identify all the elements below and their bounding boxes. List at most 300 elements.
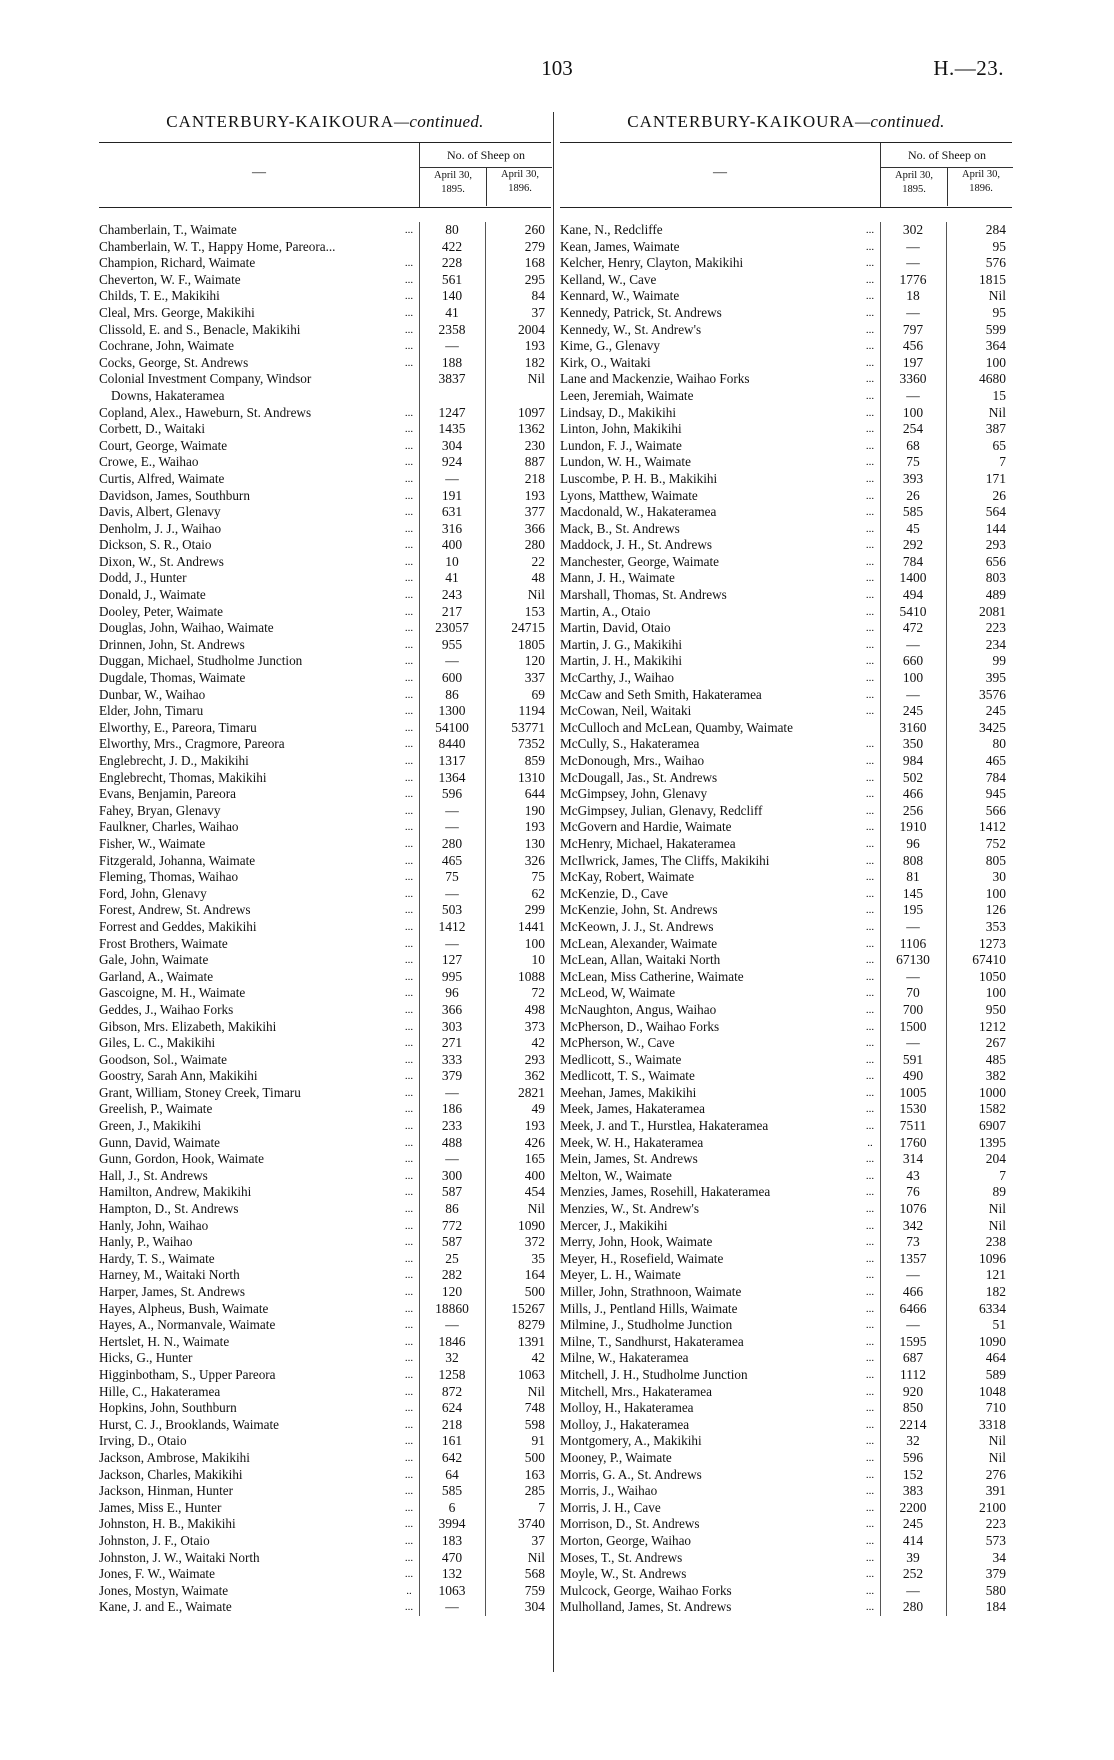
owner-name: McKenzie, D., Cave bbox=[560, 885, 669, 901]
sheep-1896: 182 bbox=[985, 1284, 1006, 1299]
table-row bbox=[560, 1218, 1012, 1235]
sheep-1896: 568 bbox=[524, 1566, 545, 1582]
owner-name: Menzies, James, Rosehill, Hakateramea bbox=[560, 1184, 771, 1200]
owner-name: Jackson, Charles, Makikihi bbox=[99, 1466, 243, 1482]
sheep-1896: 15 bbox=[992, 387, 1006, 403]
table-row bbox=[560, 471, 1012, 488]
leader-dots: ... bbox=[404, 1568, 414, 1581]
sheep-1895: 43 bbox=[906, 1167, 920, 1183]
sheep-1896: 362 bbox=[524, 1068, 545, 1084]
sheep-1895: 1776 bbox=[899, 271, 927, 287]
owner-name: Donald, J., Waimate bbox=[99, 587, 206, 603]
leader-dots: ... bbox=[404, 755, 414, 767]
leader-dots: ... bbox=[865, 1551, 875, 1564]
sheep-1895: — bbox=[906, 255, 920, 271]
sheep-1896: Nil bbox=[527, 1549, 545, 1565]
owner-name: Milne, T., Sandhurst, Hakateramea bbox=[560, 1333, 744, 1349]
leader-dots: ... bbox=[865, 622, 875, 635]
sheep-1895: 585 bbox=[441, 1483, 463, 1499]
sheep-1895: 797 bbox=[902, 321, 924, 337]
sheep-1896: 395 bbox=[985, 670, 1006, 686]
table-row bbox=[99, 1151, 551, 1168]
sheep-1895: 197 bbox=[902, 354, 924, 370]
sheep-1896: Nil bbox=[988, 1433, 1006, 1449]
table-row bbox=[560, 1516, 1012, 1533]
sheep-1896: 285 bbox=[524, 1483, 545, 1499]
sheep-1896: 485 bbox=[985, 1051, 1006, 1067]
leader-dots: ... bbox=[404, 1418, 414, 1431]
sheep-1895: 414 bbox=[902, 1532, 924, 1548]
owner-name: Johnston, J. F., Otaio bbox=[99, 1532, 210, 1548]
sheep-1895: 186 bbox=[441, 1101, 463, 1117]
owner-name: McCully, S., Hakateramea bbox=[560, 736, 700, 752]
left-title-suffix: —continued. bbox=[394, 112, 484, 131]
sheep-1896: 500 bbox=[524, 1284, 545, 1299]
owner-name: Dickson, S. R., Otaio bbox=[99, 537, 212, 553]
sheep-1895: 10 bbox=[445, 553, 459, 569]
leader-dots: ... bbox=[865, 1236, 875, 1249]
table-row bbox=[99, 504, 551, 521]
sheep-1896: 15267 bbox=[511, 1300, 545, 1316]
sheep-1896: 464 bbox=[985, 1350, 1006, 1366]
leader-dots: ... bbox=[865, 738, 875, 751]
sheep-1896: 3425 bbox=[979, 719, 1006, 735]
table-row bbox=[99, 537, 551, 554]
owner-name: Copland, Alex., Haweburn, St. Andrews bbox=[99, 404, 312, 420]
sheep-1896: 7 bbox=[999, 454, 1006, 470]
owner-name: Jackson, Ambrose, Makikihi bbox=[99, 1449, 250, 1465]
table-row bbox=[560, 687, 1012, 704]
table-row bbox=[560, 836, 1012, 853]
sheep-1895: 1076 bbox=[899, 1201, 927, 1217]
sheep-1896: 1391 bbox=[518, 1333, 545, 1349]
sheep-1896: Nil bbox=[527, 1383, 545, 1399]
owner-name: Kelland, W., Cave bbox=[560, 271, 657, 287]
sheep-1895: 304 bbox=[441, 437, 463, 453]
sheep-1896: 53771 bbox=[511, 719, 545, 735]
owner-name: Duggan, Michael, Studholme Junction bbox=[99, 653, 303, 669]
sheep-1895: 366 bbox=[441, 1001, 463, 1017]
table-row bbox=[99, 1251, 551, 1268]
table-row bbox=[99, 454, 551, 471]
sheep-1896: 193 bbox=[524, 819, 545, 835]
owner-name: Drinnen, John, St. Andrews bbox=[99, 636, 245, 652]
name-column-header: — bbox=[252, 165, 266, 180]
sheep-1896: 295 bbox=[524, 271, 545, 287]
table-row bbox=[99, 770, 551, 787]
name-column-header: — bbox=[713, 165, 727, 180]
sheep-1895: 1500 bbox=[899, 1018, 927, 1034]
owner-name: Court, George, Waimate bbox=[99, 437, 228, 453]
leader-dots: ... bbox=[865, 920, 875, 933]
table-row bbox=[560, 952, 1012, 969]
sheep-1896: Nil bbox=[527, 1201, 545, 1217]
leader-dots: ... bbox=[865, 389, 875, 402]
leader-dots: ... bbox=[865, 1120, 875, 1133]
leader-dots: ... bbox=[865, 1352, 875, 1365]
right-table-header bbox=[560, 142, 1012, 208]
sheep-1895: 80 bbox=[445, 222, 459, 237]
sheep-1895: 502 bbox=[902, 769, 924, 785]
sheep-1896: 382 bbox=[985, 1068, 1006, 1084]
sheep-1895: 256 bbox=[902, 802, 924, 818]
sheep-1896: 1194 bbox=[518, 703, 545, 719]
table-row bbox=[560, 1002, 1012, 1019]
sheep-1895: 1412 bbox=[438, 918, 466, 934]
table-row bbox=[99, 1599, 551, 1616]
leader-dots: ... bbox=[404, 1136, 414, 1149]
table-row bbox=[99, 570, 551, 587]
table-row bbox=[560, 1068, 1012, 1085]
table-row bbox=[99, 653, 551, 670]
table-row bbox=[560, 305, 1012, 322]
owner-name: Kane, N., Redcliffe bbox=[560, 222, 663, 237]
sheep-1895: 45 bbox=[906, 520, 920, 536]
leader-dots: ... bbox=[404, 1352, 414, 1365]
sheep-1895: 1530 bbox=[899, 1101, 927, 1117]
sheep-1896: 7352 bbox=[518, 736, 545, 752]
owner-name: Merry, John, Hook, Waimate bbox=[560, 1234, 713, 1250]
sheep-1896: 1362 bbox=[518, 421, 545, 437]
owner-name: Jones, Mostyn, Waimate bbox=[99, 1582, 229, 1598]
leader-dots: ... bbox=[865, 655, 875, 668]
leader-dots: ... bbox=[865, 788, 875, 801]
sheep-1896: 1088 bbox=[518, 968, 545, 984]
leader-dots: ... bbox=[865, 871, 875, 884]
table-row bbox=[560, 1599, 1012, 1616]
sheep-1895: 642 bbox=[441, 1449, 463, 1465]
sheep-1896: 144 bbox=[985, 520, 1006, 536]
leader-dots: ... bbox=[404, 1252, 414, 1265]
owner-name: Kane, J. and E., Waimate bbox=[99, 1599, 232, 1615]
table-row bbox=[560, 720, 1012, 737]
leader-dots: ... bbox=[865, 257, 875, 270]
sheep-1895: 1760 bbox=[899, 1134, 927, 1150]
sheep-1896: 566 bbox=[985, 802, 1006, 818]
sheep-1895: 2214 bbox=[899, 1416, 927, 1432]
table-row bbox=[560, 869, 1012, 886]
sheep-1895: 700 bbox=[902, 1001, 924, 1017]
owner-name: McPherson, D., Waihao Forks bbox=[560, 1018, 720, 1034]
table-row bbox=[99, 703, 551, 720]
table-row bbox=[99, 736, 551, 753]
leader-dots: ... bbox=[865, 1003, 875, 1016]
sheep-1896: 498 bbox=[524, 1001, 545, 1017]
sheep-1896: Nil bbox=[527, 587, 545, 603]
table-row bbox=[560, 703, 1012, 720]
owner-name: Colonial Investment Company, Windsor bbox=[99, 371, 312, 387]
leader-dots: ... bbox=[865, 240, 875, 253]
leader-dots: ... bbox=[865, 1435, 875, 1448]
sheep-group-title: No. of Sheep on bbox=[881, 143, 1013, 168]
table-row bbox=[99, 1118, 551, 1135]
owner-name: McCowan, Neil, Waitaki bbox=[560, 703, 692, 719]
owner-name: Clissold, E. and S., Benacle, Makikihi bbox=[99, 321, 301, 337]
sheep-1895: 2358 bbox=[438, 321, 466, 337]
sheep-1896: 945 bbox=[985, 786, 1006, 802]
leader-dots: ... bbox=[865, 821, 875, 834]
sheep-1895: 1063 bbox=[438, 1582, 466, 1598]
sheep-1896: 598 bbox=[524, 1416, 545, 1432]
owner-name: Corbett, D., Waitaki bbox=[99, 421, 206, 437]
sheep-1895: — bbox=[445, 1151, 459, 1167]
sheep-1895: — bbox=[445, 470, 459, 486]
sheep-1896: 37 bbox=[531, 1532, 545, 1548]
leader-dots: ... bbox=[865, 472, 875, 485]
owner-name: Harney, M., Waitaki North bbox=[99, 1267, 240, 1283]
sheep-1895: 75 bbox=[445, 869, 459, 885]
table-row bbox=[560, 222, 1012, 239]
leader-dots: ... bbox=[865, 1601, 875, 1614]
sheep-1896: 1395 bbox=[979, 1134, 1006, 1150]
table-row bbox=[99, 1550, 551, 1567]
sheep-1895: 54100 bbox=[435, 719, 469, 735]
leader-dots: ... bbox=[404, 1153, 414, 1166]
owner-name: Hardy, T. S., Waimate bbox=[99, 1250, 215, 1266]
sheep-1896: 130 bbox=[524, 835, 545, 851]
sheep-1896: 2004 bbox=[518, 321, 545, 337]
col-1895-line2: 1895. bbox=[902, 184, 926, 195]
table-row bbox=[560, 1433, 1012, 1450]
leader-dots: ... bbox=[404, 489, 414, 502]
owner-name: Champion, Richard, Waimate bbox=[99, 255, 256, 271]
leader-dots: ... bbox=[865, 1518, 875, 1531]
sheep-1896: 373 bbox=[524, 1018, 545, 1034]
sheep-1895: — bbox=[445, 1599, 459, 1615]
left-table-body bbox=[99, 222, 551, 1616]
sheep-1896: 276 bbox=[985, 1466, 1006, 1482]
leader-dots: ... bbox=[404, 572, 414, 585]
sheep-1895: — bbox=[906, 636, 920, 652]
sheep-1896: 84 bbox=[531, 288, 545, 304]
table-row bbox=[560, 1201, 1012, 1218]
sheep-1896: 218 bbox=[524, 470, 545, 486]
leader-dots: ... bbox=[404, 638, 414, 651]
leader-dots: ... bbox=[404, 356, 414, 369]
table-row bbox=[99, 1267, 551, 1284]
table-row bbox=[99, 1417, 551, 1434]
sheep-1896: 1048 bbox=[979, 1383, 1006, 1399]
leader-dots: ... bbox=[404, 970, 414, 983]
sheep-1895: 76 bbox=[906, 1184, 920, 1200]
leader-dots: ... bbox=[404, 1120, 414, 1133]
leader-dots: ... bbox=[865, 1319, 875, 1332]
owner-name: Miller, John, Strathnoon, Waimate bbox=[560, 1284, 742, 1299]
owner-name: Mooney, P., Waimate bbox=[560, 1449, 672, 1465]
owner-name: Mercer, J., Makikihi bbox=[560, 1217, 668, 1233]
sheep-count-header bbox=[419, 143, 552, 207]
leader-dots: ... bbox=[404, 1003, 414, 1016]
table-row bbox=[99, 620, 551, 637]
sheep-1895: 2200 bbox=[899, 1499, 927, 1515]
sheep-1896: 99 bbox=[992, 653, 1006, 669]
table-row bbox=[560, 521, 1012, 538]
table-row bbox=[99, 587, 551, 604]
leader-dots: ... bbox=[404, 589, 414, 602]
sheep-1895: 245 bbox=[902, 703, 924, 719]
sheep-1896: 8279 bbox=[518, 1317, 545, 1333]
owner-name: Davidson, James, Southburn bbox=[99, 487, 250, 503]
sheep-1895: 872 bbox=[441, 1383, 463, 1399]
sheep-1895: 81 bbox=[906, 869, 920, 885]
sheep-1895: 75 bbox=[906, 454, 920, 470]
table-row bbox=[99, 488, 551, 505]
sheep-1895: 503 bbox=[441, 902, 463, 918]
leader-dots: ... bbox=[865, 937, 875, 950]
owner-name: Frost Brothers, Waimate bbox=[99, 935, 228, 951]
leader-dots: ... bbox=[865, 1269, 875, 1282]
sheep-1895: 422 bbox=[441, 238, 463, 254]
table-row bbox=[560, 1467, 1012, 1484]
table-row bbox=[560, 587, 1012, 604]
table-row bbox=[99, 1035, 551, 1052]
owner-name: Meehan, James, Makikihi bbox=[560, 1084, 697, 1100]
sheep-1895: 350 bbox=[902, 736, 924, 752]
leader-dots: ... bbox=[404, 439, 414, 452]
sheep-1895: 18 bbox=[906, 288, 920, 304]
leader-dots: ... bbox=[404, 1169, 414, 1182]
sheep-1895: 23057 bbox=[435, 620, 469, 636]
owner-name: Grant, William, Stoney Creek, Timaru bbox=[99, 1084, 301, 1100]
sheep-1896: 299 bbox=[524, 902, 545, 918]
table-row bbox=[560, 886, 1012, 903]
table-row bbox=[560, 1168, 1012, 1185]
sheep-1895: 96 bbox=[445, 985, 459, 1001]
sheep-1895: 784 bbox=[902, 553, 924, 569]
sheep-1896: 1805 bbox=[518, 636, 545, 652]
sheep-1896: 164 bbox=[524, 1267, 545, 1283]
leader-dots: ... bbox=[865, 1568, 875, 1581]
owner-name: Leen, Jeremiah, Waimate bbox=[560, 387, 694, 403]
owner-name: Kime, G., Glenavy bbox=[560, 338, 660, 354]
sheep-1896: 1815 bbox=[979, 271, 1006, 287]
sheep-1895: — bbox=[906, 387, 920, 403]
leader-dots: ... bbox=[865, 356, 875, 369]
sheep-1896: 48 bbox=[531, 570, 545, 586]
table-row bbox=[560, 1035, 1012, 1052]
leader-dots: ... bbox=[865, 954, 875, 967]
owner-name: Higginbotham, S., Upper Pareora bbox=[99, 1366, 276, 1382]
table-row bbox=[560, 1384, 1012, 1401]
leader-dots: ... bbox=[865, 1534, 875, 1547]
leader-dots: ... bbox=[865, 837, 875, 850]
table-row bbox=[560, 554, 1012, 571]
sheep-1895: 32 bbox=[445, 1350, 459, 1366]
owner-name: Dugdale, Thomas, Waimate bbox=[99, 670, 246, 686]
table-row bbox=[560, 1184, 1012, 1201]
leader-dots: ... bbox=[865, 1335, 875, 1348]
leader-dots: ... bbox=[865, 904, 875, 917]
owner-name: Kirk, O., Waitaki bbox=[560, 354, 651, 370]
table-row bbox=[99, 288, 551, 305]
sheep-1896: 100 bbox=[985, 985, 1006, 1001]
sheep-1896: 748 bbox=[524, 1400, 545, 1416]
table-row bbox=[560, 670, 1012, 687]
leader-dots: ... bbox=[865, 1402, 875, 1415]
leader-dots: ... bbox=[865, 1501, 875, 1514]
owner-name: Cocks, George, St. Andrews bbox=[99, 354, 249, 370]
sheep-1895: 631 bbox=[441, 504, 463, 520]
owner-name: Denholm, J. J., Waihao bbox=[99, 520, 222, 536]
leader-dots: ... bbox=[404, 1551, 414, 1564]
sheep-1896: 293 bbox=[524, 1051, 545, 1067]
sheep-1896: 184 bbox=[985, 1599, 1006, 1615]
sheep-1896: 1412 bbox=[979, 819, 1006, 835]
owner-name: Geddes, J., Waihao Forks bbox=[99, 1001, 234, 1017]
sheep-1896: 1096 bbox=[979, 1250, 1006, 1266]
leader-dots: ... bbox=[404, 1501, 414, 1514]
owner-name: Gale, John, Waimate bbox=[99, 952, 209, 968]
leader-dots: ... bbox=[404, 1368, 414, 1381]
leader-dots: ... bbox=[865, 771, 875, 784]
table-row bbox=[99, 902, 551, 919]
owner-name: Hamilton, Andrew, Makikihi bbox=[99, 1184, 252, 1200]
table-row bbox=[99, 1400, 551, 1417]
owner-name: Crowe, E., Waihao bbox=[99, 454, 199, 470]
owner-name: Dunbar, W., Waihao bbox=[99, 686, 206, 702]
table-row bbox=[560, 255, 1012, 272]
sheep-1895: 1258 bbox=[438, 1366, 466, 1382]
sheep-1896: 260 bbox=[524, 222, 545, 237]
leader-dots: ... bbox=[404, 522, 414, 535]
sheep-1895: 1364 bbox=[438, 769, 466, 785]
table-row bbox=[560, 1234, 1012, 1251]
table-row bbox=[99, 322, 551, 339]
owner-name: Dooley, Peter, Waimate bbox=[99, 603, 224, 619]
sheep-1895: 127 bbox=[441, 952, 463, 968]
owner-name: Forrest and Geddes, Makikihi bbox=[99, 918, 257, 934]
leader-dots: ... bbox=[865, 688, 875, 701]
sheep-1895: 7511 bbox=[899, 1118, 927, 1134]
leader-dots: ... bbox=[865, 605, 875, 618]
sheep-1896: 1050 bbox=[979, 968, 1006, 984]
leader-dots: ... bbox=[865, 290, 875, 303]
owner-name: Manchester, George, Waimate bbox=[560, 553, 720, 569]
table-row bbox=[560, 1151, 1012, 1168]
owner-name: McDougall, Jas., St. Andrews bbox=[560, 769, 718, 785]
owner-name: Hopkins, John, Southburn bbox=[99, 1400, 237, 1416]
table-row bbox=[560, 1251, 1012, 1268]
sheep-1895: 1005 bbox=[899, 1084, 927, 1100]
leader-dots: ... bbox=[404, 920, 414, 933]
leader-dots: ... bbox=[404, 987, 414, 1000]
sheep-1895: 587 bbox=[441, 1184, 463, 1200]
leader-dots: ... bbox=[404, 887, 414, 900]
sheep-1895: — bbox=[906, 1317, 920, 1333]
table-row bbox=[99, 1334, 551, 1351]
leader-dots: ... bbox=[865, 1368, 875, 1381]
leader-dots: ... bbox=[404, 788, 414, 801]
leader-dots: ... bbox=[404, 306, 414, 319]
sheep-1896: 580 bbox=[985, 1582, 1006, 1598]
sheep-1895: 924 bbox=[441, 454, 463, 470]
sheep-1895: 64 bbox=[445, 1466, 459, 1482]
sheep-1895: 252 bbox=[902, 1566, 924, 1582]
table-row bbox=[99, 753, 551, 770]
leader-dots: .. bbox=[867, 1136, 873, 1149]
sheep-1896: 353 bbox=[985, 918, 1006, 934]
sheep-1896: Nil bbox=[988, 288, 1006, 304]
table-row bbox=[99, 952, 551, 969]
sheep-1896: 49 bbox=[531, 1101, 545, 1117]
sheep-1895: 228 bbox=[441, 255, 463, 271]
owner-name: Mulholland, James, St. Andrews bbox=[560, 1599, 732, 1615]
sheep-1896: Nil bbox=[988, 1217, 1006, 1233]
sheep-1896: 69 bbox=[531, 686, 545, 702]
sheep-1895: 470 bbox=[441, 1549, 463, 1565]
table-row bbox=[99, 1367, 551, 1384]
sheep-1896: 1063 bbox=[518, 1366, 545, 1382]
